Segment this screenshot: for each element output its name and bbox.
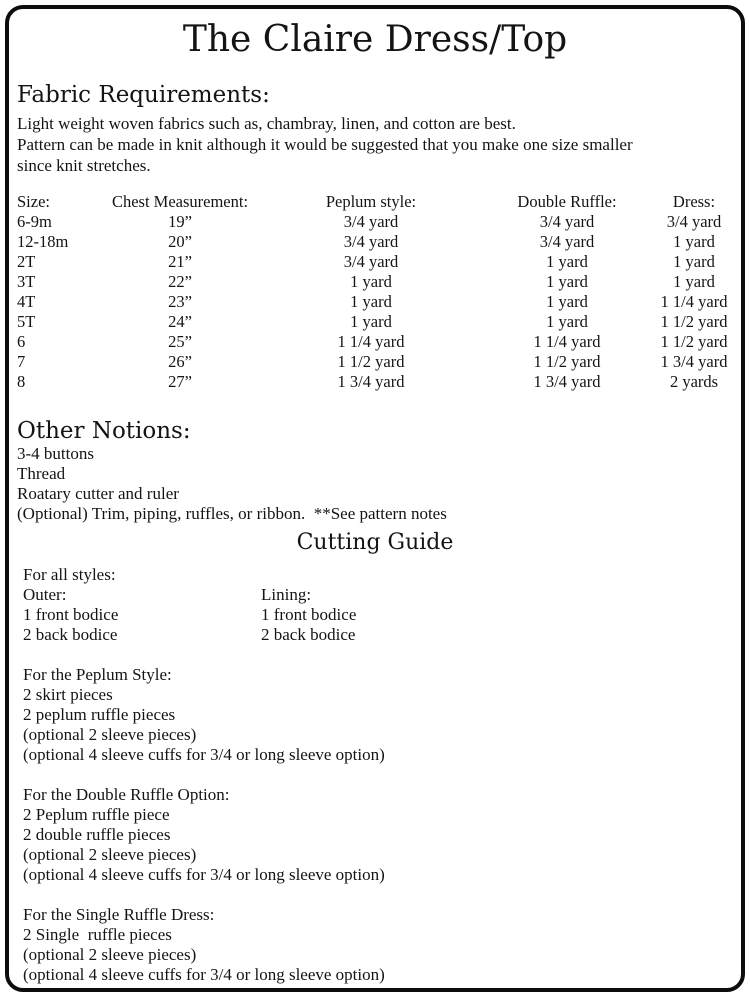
table-row [17, 272, 733, 292]
table-cell: 1 yard [673, 231, 715, 251]
table-cell: 3/4 yard [343, 251, 399, 271]
table-cell: 7 [17, 351, 26, 371]
single-ruffle-item: (optional 2 sleeve pieces) [23, 944, 197, 964]
table-cell: 1 3/4 yard [337, 371, 405, 391]
notion-item: Roatary cutter and ruler [17, 484, 179, 504]
table-cell: 3/4 yard [539, 211, 595, 231]
table-cell: 20” [168, 231, 192, 251]
table-cell: 1 yard [350, 311, 392, 331]
table-cell: 1 yard [673, 251, 715, 271]
table-cell: 23” [168, 291, 192, 311]
table-cell: 4T [17, 291, 36, 311]
double-ruffle-section-heading: For the Double Ruffle Option: [23, 784, 230, 804]
double-ruffle-item: (optional 4 sleeve cuffs for 3/4 or long sleeve option) [23, 864, 385, 884]
lining-item: 2 back bodice [261, 624, 356, 644]
table-cell: 8 [17, 371, 26, 391]
cutting-guide-heading: Cutting Guide [296, 530, 454, 556]
table-cell: 1 yard [546, 311, 588, 331]
table-cell: 19” [168, 211, 192, 231]
notion-item: (Optional) Trim, piping, ruffles, or ribbon. **See pattern notes [17, 504, 447, 524]
table-cell: 3/4 yard [343, 211, 399, 231]
table-header-cell: Size: [17, 191, 50, 211]
table-cell: 1 yard [546, 271, 588, 291]
table-cell: 3/4 yard [343, 231, 399, 251]
fabric-requirements-line: Light weight woven fabrics such as, chambray, linen, and cotton are best. [17, 113, 516, 133]
notion-item: 3-4 buttons [17, 444, 94, 464]
lining-item: 1 front bodice [261, 604, 357, 624]
double-ruffle-item: 2 Peplum ruffle piece [23, 804, 170, 824]
size-yardage-table [17, 192, 733, 392]
table-row [17, 212, 733, 232]
all-styles-heading: For all styles: [23, 564, 116, 584]
fabric-requirements-heading: Fabric Requirements: [17, 82, 270, 109]
outer-item: 1 front bodice [23, 604, 119, 624]
table-cell: 12-18m [17, 231, 69, 251]
fabric-requirements-line: Pattern can be made in knit although it would be suggested that you make one size smaller [17, 134, 633, 154]
table-cell: 3T [17, 271, 36, 291]
page-title: The Claire Dress/Top [182, 19, 568, 60]
document-page [5, 5, 745, 992]
cutting-guide-single-ruffle-section [17, 905, 733, 985]
table-header-cell: Peplum style: [325, 191, 417, 211]
table-row [17, 312, 733, 332]
table-cell: 3/4 yard [539, 231, 595, 251]
table-cell: 6 [17, 331, 26, 351]
peplum-item: 2 peplum ruffle pieces [23, 704, 176, 724]
outer-column-heading: Outer: [23, 584, 67, 604]
single-ruffle-item: (optional 4 sleeve cuffs for 3/4 or long sleeve option) [23, 964, 385, 984]
table-cell: 26” [168, 351, 192, 371]
table-header-cell: Dress: [672, 191, 716, 211]
notion-item: Thread [17, 464, 66, 484]
table-cell: 1 1/2 yard [660, 331, 728, 351]
table-cell: 1 yard [546, 291, 588, 311]
table-row [17, 332, 733, 352]
table-cell: 2T [17, 251, 36, 271]
all-styles-column-headings [23, 585, 733, 605]
table-cell: 6-9m [17, 211, 52, 231]
table-cell: 1 yard [673, 271, 715, 291]
table-cell: 1 3/4 yard [533, 371, 601, 391]
fabric-requirements-line: since knit stretches. [17, 155, 151, 175]
table-cell: 1 yard [350, 271, 392, 291]
double-ruffle-item: (optional 2 sleeve pieces) [23, 844, 197, 864]
table-row [17, 252, 733, 272]
table-header-cell: Double Ruffle: [517, 191, 617, 211]
table-header-cell: Chest Measurement: [111, 191, 249, 211]
single-ruffle-item: 2 Single ruffle pieces [23, 924, 172, 944]
lining-column-heading: Lining: [261, 584, 312, 604]
cutting-guide-peplum-section [17, 665, 733, 765]
peplum-item: 2 skirt pieces [23, 684, 113, 704]
table-row [17, 232, 733, 252]
table-cell: 1 yard [350, 291, 392, 311]
table-row [17, 292, 733, 312]
table-cell: 5T [17, 311, 36, 331]
peplum-item: (optional 2 sleeve pieces) [23, 724, 197, 744]
fabric-requirements-text [17, 113, 733, 176]
fabric-requirements-section [17, 82, 733, 175]
table-cell: 21” [168, 251, 192, 271]
other-notions-heading: Other Notions: [17, 417, 191, 444]
peplum-section-heading: For the Peplum Style: [23, 664, 172, 684]
table-row [17, 352, 733, 372]
peplum-item: (optional 4 sleeve cuffs for 3/4 or long sleeve option) [23, 744, 385, 764]
double-ruffle-item: 2 double ruffle pieces [23, 824, 171, 844]
table-cell: 1 1/4 yard [533, 331, 601, 351]
table-cell: 22” [168, 271, 192, 291]
table-cell: 1 1/2 yard [337, 351, 405, 371]
table-cell: 1 1/4 yard [660, 291, 728, 311]
table-header-row [17, 192, 733, 212]
table-cell: 1 1/2 yard [533, 351, 601, 371]
table-cell: 1 1/4 yard [337, 331, 405, 351]
all-styles-row [23, 625, 733, 645]
table-cell: 1 1/2 yard [660, 311, 728, 331]
single-ruffle-section-heading: For the Single Ruffle Dress: [23, 904, 215, 924]
table-cell: 27” [168, 371, 192, 391]
all-styles-row [23, 605, 733, 625]
other-notions-section [17, 418, 733, 524]
cutting-guide-double-ruffle-section [17, 785, 733, 885]
cutting-guide-all-styles [17, 565, 733, 645]
outer-item: 2 back bodice [23, 624, 118, 644]
table-cell: 1 3/4 yard [660, 351, 728, 371]
table-cell: 25” [168, 331, 192, 351]
table-cell: 24” [168, 311, 192, 331]
table-row [17, 372, 733, 392]
table-cell: 1 yard [546, 251, 588, 271]
table-cell: 2 yards [669, 371, 719, 391]
table-cell: 3/4 yard [666, 211, 722, 231]
